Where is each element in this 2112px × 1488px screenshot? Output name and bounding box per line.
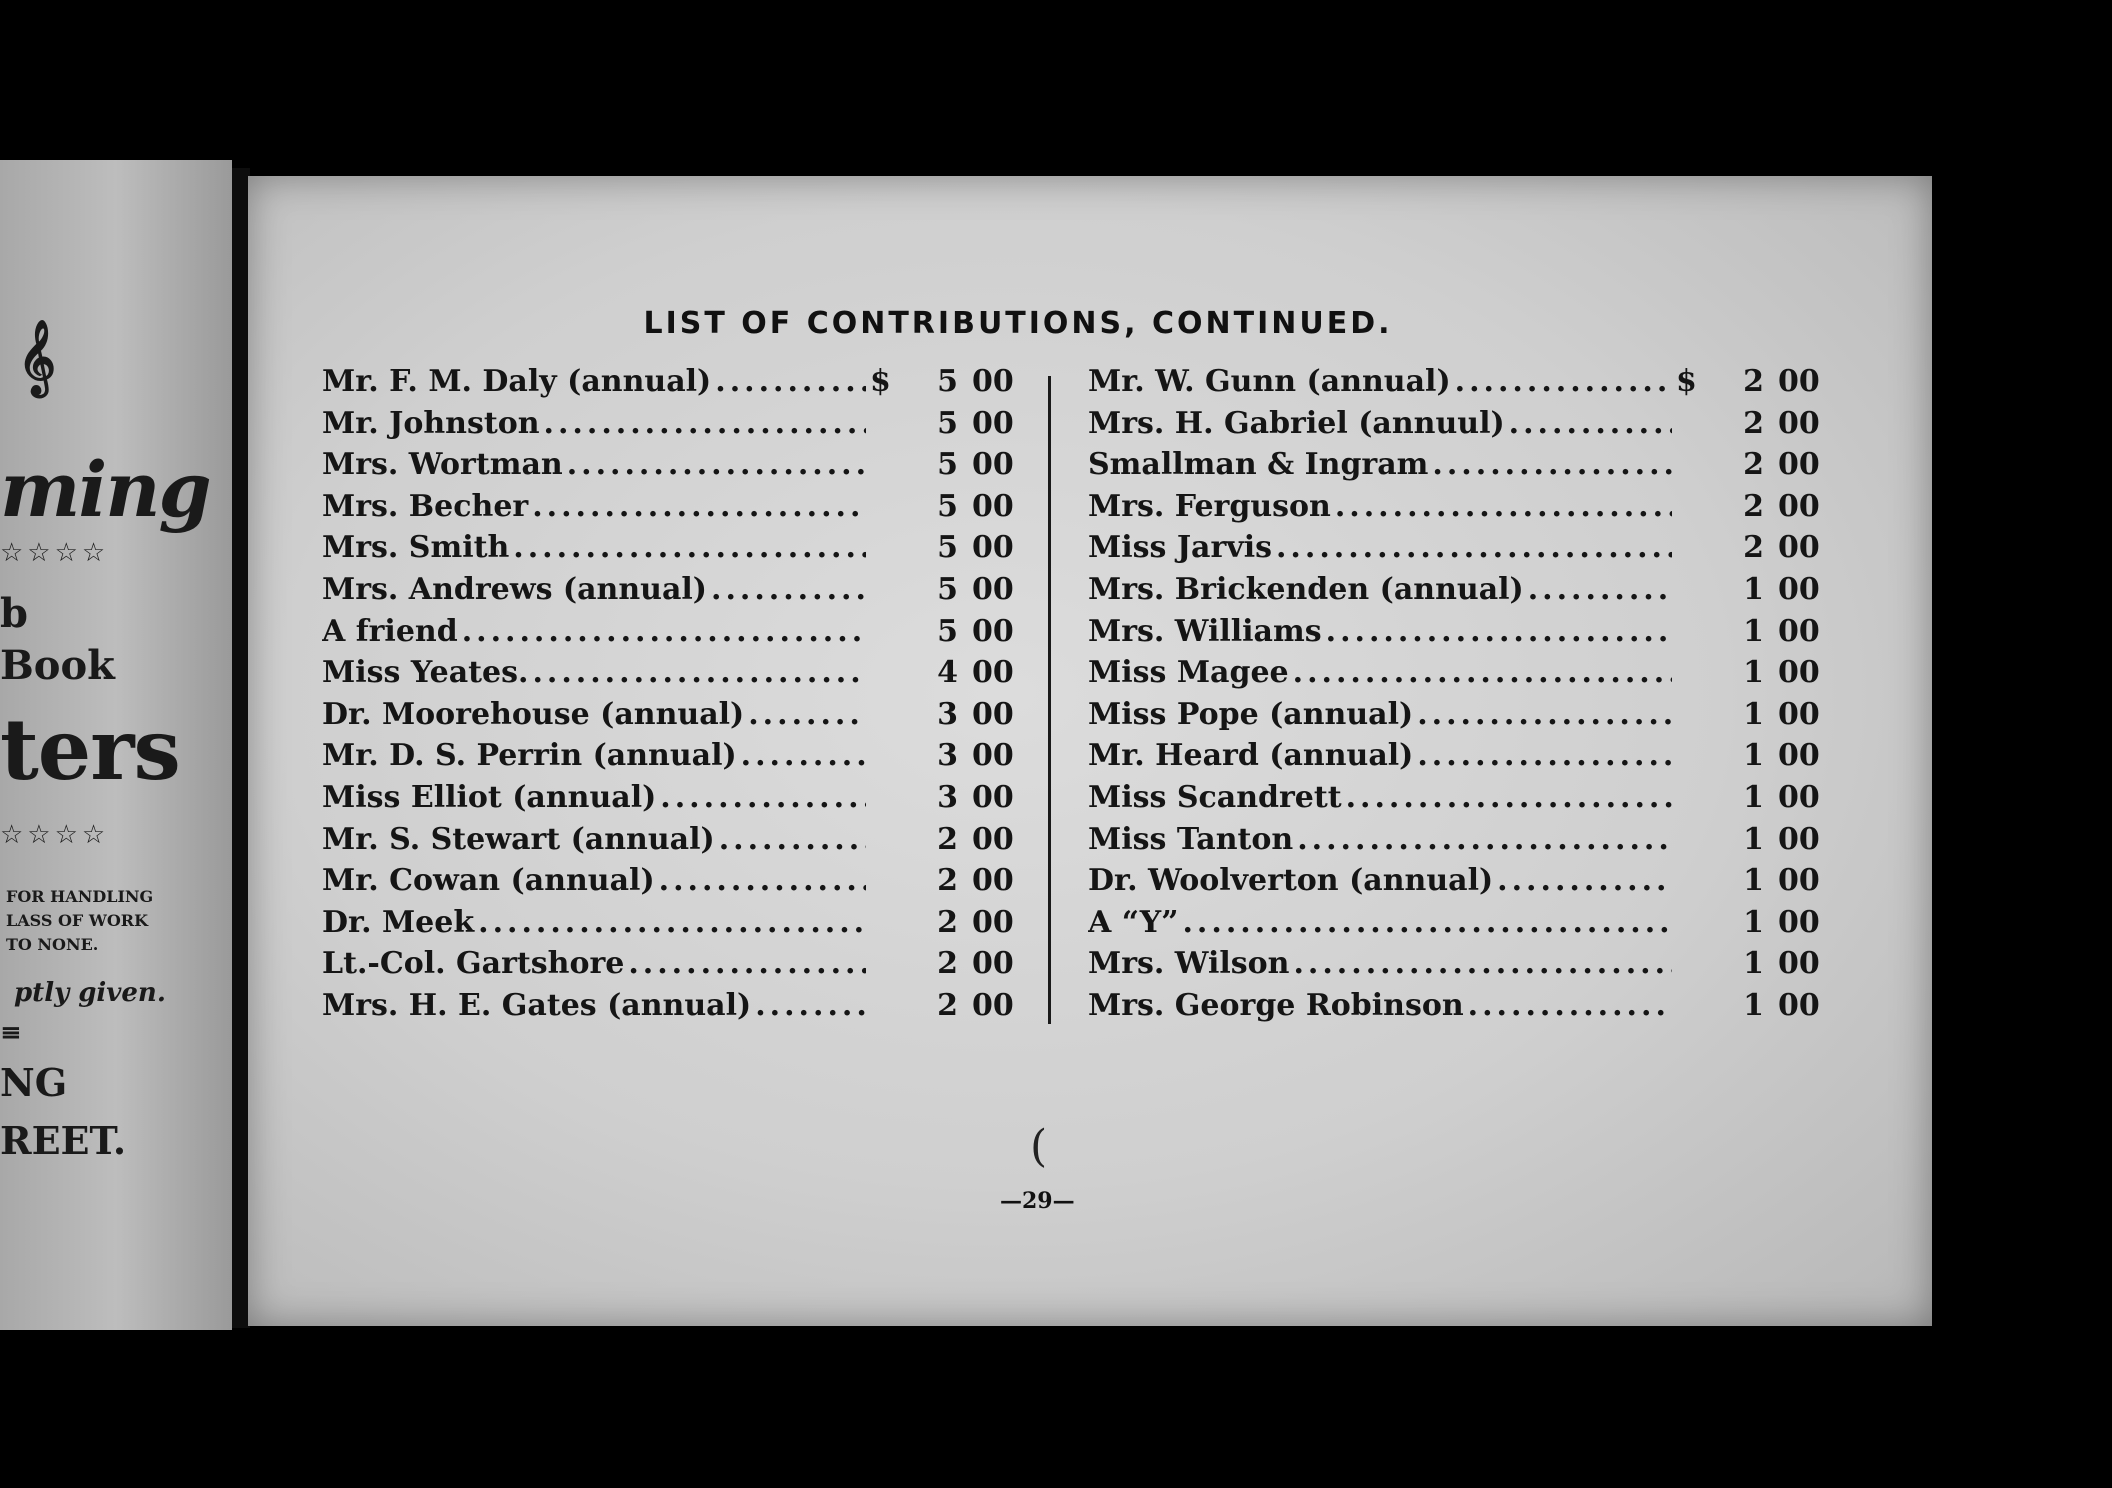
contribution-row [1088,447,1828,489]
contribution-row [322,655,1022,697]
contribution-cents: 00 [972,530,1014,566]
contribution-dollars: 1 [1743,863,1764,899]
contribution-dollars: 1 [1743,779,1764,815]
facing-page-text-b: b [0,590,28,637]
contributor-name: Dr. Moorehouse (annual) [322,696,745,732]
facing-page-text-given: ptly given. [14,978,166,1008]
dot-leader [513,530,866,565]
contributor-name: Mrs. Andrews (annual) [322,571,708,607]
contribution-cents: 00 [972,447,1014,483]
contribution-cents: 00 [1778,946,1820,982]
contribution-row [1088,364,1828,406]
contributor-name: Lt.-Col. Gartshore [322,946,625,982]
contribution-dollars: 5 [937,405,958,441]
contribution-cents: 00 [972,863,1014,899]
contribution-row [1088,988,1828,1030]
contribution-cents: 00 [972,821,1014,857]
contribution-row [1088,905,1828,947]
page-heading: LIST OF CONTRIBUTIONS, CONTINUED. [643,306,1393,341]
contribution-row [1088,406,1828,448]
contribution-cents: 00 [972,613,1014,649]
contribution-dollars: 2 [937,821,958,857]
contributor-name: Mr. D. S. Perrin (annual) [322,738,737,774]
contribution-row [1088,946,1828,988]
contribution-row [1088,572,1828,614]
contribution-row [1088,614,1828,656]
dot-leader [1276,530,1672,565]
contribution-cents: 00 [1778,696,1820,732]
contribution-dollars: 1 [1743,571,1764,607]
contributor-name: Mr. S. Stewart (annual) [322,821,715,857]
contributor-name: A friend [322,613,458,649]
contribution-dollars: 2 [937,946,958,982]
handling-line-1: FOR HANDLING [6,887,154,906]
dot-leader [748,697,866,732]
dot-leader [741,738,866,773]
dot-leader [1182,905,1672,940]
star-border-ornament: ☆☆☆☆ [0,538,110,568]
contributor-name: Dr. Woolverton (annual) [1088,863,1494,899]
treble-clef-ornament: 𝄞 [18,320,56,395]
dot-leader [532,489,866,524]
contributor-name: Dr. Meek [322,904,475,940]
contribution-dollars: 2 [937,904,958,940]
contribution-dollars: 1 [1743,655,1764,691]
contribution-row [322,738,1022,780]
contribution-cents: 00 [1778,821,1820,857]
contribution-row [1088,822,1828,864]
contribution-row [322,697,1022,739]
dot-leader [544,406,866,441]
contributions-page [248,176,1932,1326]
contribution-row [322,780,1022,822]
contribution-cents: 00 [1778,613,1820,649]
right-contributions-column [1088,364,1828,1030]
dot-leader [1297,822,1672,857]
contributor-name: Miss Elliot (annual) [322,779,657,815]
contributor-name: Mrs. Brickenden (annual) [1088,571,1524,607]
handling-line-3: TO NONE. [6,935,99,954]
contribution-row [322,447,1022,489]
page-number: —29— [1000,1188,1075,1214]
handling-line-2: LASS OF WORK [6,911,148,930]
contribution-row [322,822,1022,864]
facing-page-rule-ornament: ≡ [0,1018,22,1048]
facing-page-text-book: Book [0,642,115,689]
contribution-cents: 00 [972,738,1014,774]
contribution-cents: 00 [1778,987,1820,1023]
contribution-row [1088,489,1828,531]
contribution-dollars: 3 [937,696,958,732]
facing-page-text-ming: ming [0,445,210,534]
contribution-row [322,530,1022,572]
contribution-dollars: 1 [1743,738,1764,774]
contribution-row [322,489,1022,531]
contributor-name: Mrs. Wortman [322,447,563,483]
dot-leader [1468,988,1672,1023]
contributor-name: Mrs. Wilson [1088,946,1290,982]
dot-leader [1497,863,1672,898]
contribution-cents: 00 [1778,779,1820,815]
contribution-dollars: 2 [1743,530,1764,566]
dot-leader [1509,406,1672,441]
contributor-name: Miss Magee [1088,655,1289,691]
contribution-cents: 00 [1778,738,1820,774]
contribution-cents: 00 [1778,530,1820,566]
contribution-cents: 00 [972,696,1014,732]
contributor-name: Mrs. H. Gabriel (annuul) [1088,405,1505,441]
contribution-cents: 00 [1778,364,1820,399]
contribution-dollars: 2 [1743,364,1764,399]
contribution-row [1088,530,1828,572]
contribution-cents: 00 [1778,655,1820,691]
contribution-row [1088,697,1828,739]
dot-leader [1417,738,1672,773]
contribution-dollars: 2 [1743,447,1764,483]
dot-leader [1346,780,1672,815]
contribution-dollars: 2 [937,987,958,1023]
contribution-row [322,614,1022,656]
contribution-dollars: 5 [937,613,958,649]
contribution-dollars: 5 [937,447,958,483]
dot-leader [1417,697,1672,732]
contributor-name: Mr. Cowan (annual) [322,863,655,899]
contribution-cents: 00 [972,946,1014,982]
contributor-name: Mr. Johnston [322,405,540,441]
contribution-cents: 00 [972,364,1014,399]
contribution-row [1088,738,1828,780]
contributor-name: Mrs. Ferguson [1088,488,1331,524]
dot-leader [1455,364,1672,399]
dot-leader [1293,655,1672,690]
contribution-cents: 00 [972,488,1014,524]
contributor-name: Mrs. Williams [1088,613,1322,649]
contributor-name: Miss Tanton [1088,821,1294,857]
contribution-dollars: 5 [937,364,958,399]
dot-leader [1528,572,1672,607]
contribution-cents: 00 [1778,904,1820,940]
star-border-ornament-bottom: ☆☆☆☆ [0,820,110,850]
contributor-name: Miss Scandrett [1088,779,1342,815]
contribution-dollars: 2 [1743,488,1764,524]
contributor-name: Miss Yeates. [322,655,529,691]
dot-leader [532,655,866,690]
contribution-dollars: 1 [1743,987,1764,1023]
contribution-cents: 00 [1778,447,1820,483]
contribution-cents: 00 [1778,571,1820,607]
dot-leader [659,863,866,898]
dollar-sign: $ [1676,364,1697,399]
left-contributions-column [322,364,1022,1030]
dot-leader [715,364,866,399]
contribution-dollars: 1 [1743,821,1764,857]
contributor-name: Miss Pope (annual) [1088,696,1414,732]
contribution-row [1088,655,1828,697]
dot-leader [1326,614,1672,649]
contribution-dollars: 5 [937,488,958,524]
contribution-dollars: 2 [1743,405,1764,441]
contribution-row [322,572,1022,614]
contribution-row [322,905,1022,947]
contribution-cents: 00 [972,779,1014,815]
dot-leader [755,988,866,1023]
dot-leader [719,822,866,857]
contribution-dollars: 1 [1743,696,1764,732]
contribution-dollars: 4 [937,655,958,691]
dot-leader [660,780,866,815]
facing-page-text-reet: REET. [0,1118,127,1163]
dot-leader [1335,489,1672,524]
dot-leader [462,614,866,649]
contribution-cents: 00 [972,655,1014,691]
facing-page-handling-text [6,885,153,957]
contributor-name: Mr. W. Gunn (annual) [1088,364,1451,399]
contribution-cents: 00 [1778,863,1820,899]
dot-leader [1293,946,1672,981]
contribution-dollars: 5 [937,571,958,607]
column-divider [1048,376,1051,1024]
dot-leader [628,946,866,981]
contribution-dollars: 3 [937,738,958,774]
contribution-row [322,364,1022,406]
contributor-name: Mrs. Smith [322,530,510,566]
contribution-row [322,988,1022,1030]
facing-page-text-ng: NG [0,1060,68,1105]
contributor-name: Mr. F. M. Daly (annual) [322,364,712,399]
contribution-cents: 00 [972,987,1014,1023]
contribution-row [322,946,1022,988]
dot-leader [1432,447,1672,482]
contribution-dollars: 5 [937,530,958,566]
contribution-dollars: 1 [1743,946,1764,982]
contribution-cents: 00 [972,571,1014,607]
margin-mark: ( [1030,1121,1048,1172]
facing-page-text-ters: ters [0,700,180,799]
contributor-name: Mrs. H. E. Gates (annual) [322,987,752,1023]
facing-page-fragment [0,160,232,1330]
contribution-row [1088,863,1828,905]
contribution-cents: 00 [1778,488,1820,524]
contributor-name: Mrs. George Robinson [1088,987,1464,1023]
contributor-name: Miss Jarvis [1088,530,1272,566]
contribution-row [322,406,1022,448]
contributor-name: Smallman & Ingram [1088,447,1429,483]
contributor-name: Mrs. Becher [322,488,529,524]
contribution-row [1088,780,1828,822]
contribution-dollars: 2 [937,863,958,899]
contribution-dollars: 3 [937,779,958,815]
contribution-cents: 00 [972,405,1014,441]
contribution-dollars: 1 [1743,904,1764,940]
dot-leader [711,572,866,607]
contribution-row [322,863,1022,905]
contribution-dollars: 1 [1743,613,1764,649]
contributor-name: A “Y” [1088,904,1179,940]
contributor-name: Mr. Heard (annual) [1088,738,1414,774]
dot-leader [478,905,866,940]
contribution-cents: 00 [972,904,1014,940]
dollar-sign: $ [870,364,891,399]
contribution-cents: 00 [1778,405,1820,441]
dot-leader [567,447,866,482]
